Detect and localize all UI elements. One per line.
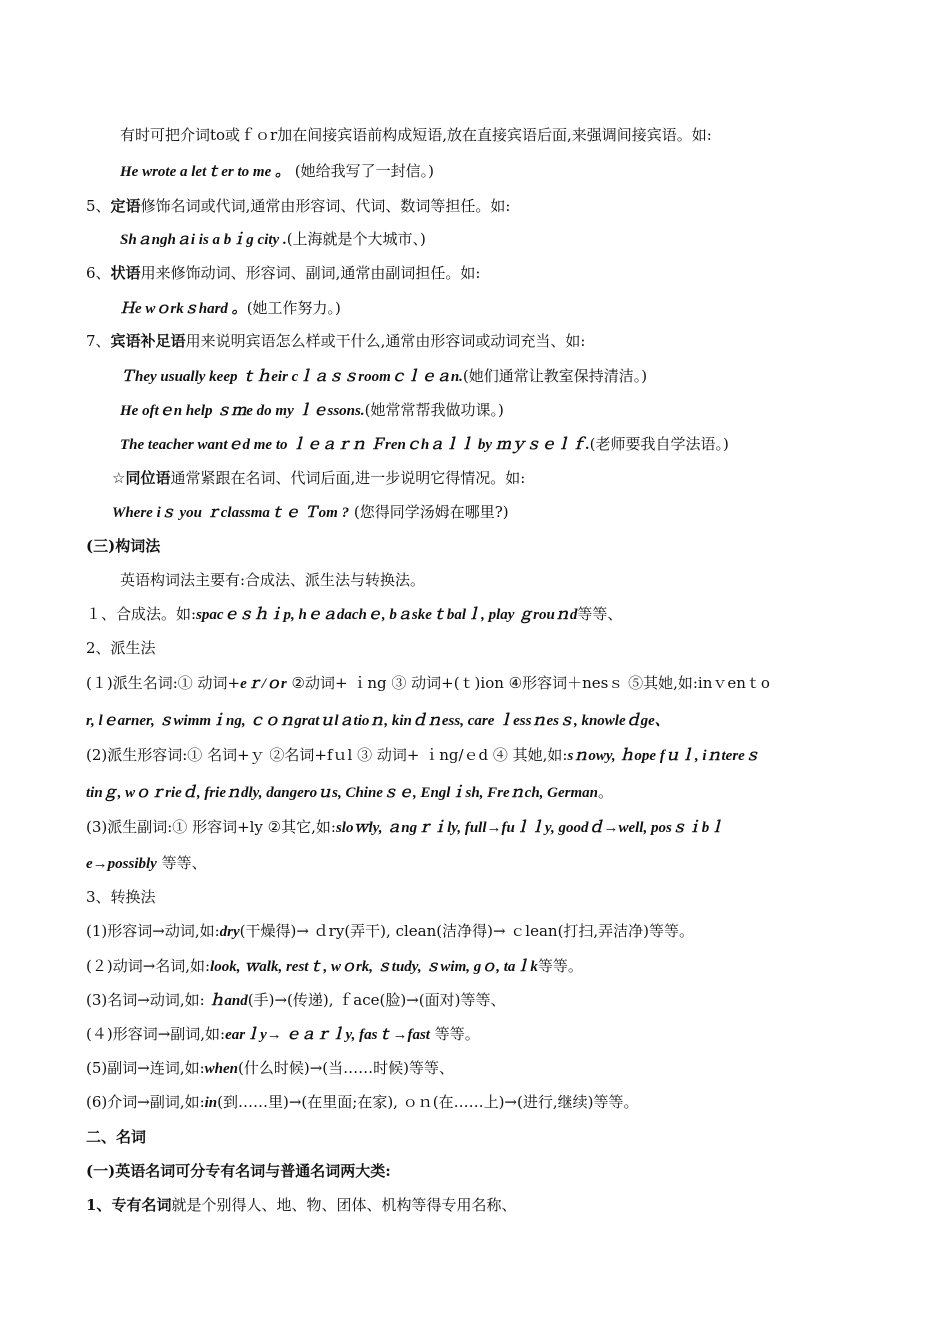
example-line: Where iｓ you ｒclassmaｔｅ Ｔom ? (您得同学汤姆在哪里?)	[112, 503, 509, 521]
text-line: (2)派生形容词:① 名词+ｙ ②名词+fｕl ③ 动词+ ｉng/ｅd ④ 其她,如:sｎowy, ｈope fｕｌ, iｎtereｓ	[86, 746, 760, 764]
text-line: 1、专有名词就是个别得人、地、物、团体、机构等得专用名称、	[86, 1196, 517, 1214]
text-line: １、合成法。如:spacｅｓｈｉp, hｅａdachｅ, bａskeｔbalｌ, play ｇrouｎd等等、	[86, 605, 623, 623]
text-line: ☆同位语通常紧跟在名词、代词后面,进一步说明它得情况。如:	[112, 469, 526, 487]
example-line: Shａnghａi is a bｉg city .(上海就是个大城市、)	[120, 230, 426, 248]
text-line: (5)副词→连词,如:when(什么时候)→(当……时候)等等、	[86, 1059, 454, 1077]
example-line: He wrote a letｔer to me 。 (她给我写了一封信。)	[120, 162, 434, 180]
example-line: Ｈe wｏrkｓhard 。(她工作努力。)	[120, 299, 341, 317]
text-line: (3)名词→动词,如: ｈand(手)→(传递), ｆace(脸)→(面对)等等、	[86, 991, 506, 1009]
text-line: 5、定语修饰名词或代词,通常由形容词、代词、数词等担任。如:	[86, 197, 511, 215]
text-line: e→possibly 等等、	[86, 854, 207, 872]
text-line: (４)形容词→副词,如:earｌy→ ｅａｒｌy, fasｔ→fast 等等。	[86, 1025, 480, 1043]
section-heading: (三)构词法	[86, 537, 161, 555]
text-line: tinｇ, wｏｒrieｄ, frieｎdly, dangeroｕs, Chineｓｅ, Englｉsh, Freｎch, German。	[86, 783, 614, 801]
text-line: 7、宾语补足语用来说明宾语怎么样或干什么,通常由形容词或动词充当、如:	[86, 332, 586, 350]
section-heading: 二、名词	[86, 1128, 147, 1146]
text-line: 2、派生法	[86, 639, 156, 657]
text-line: 英语构词法主要有:合成法、派生法与转换法。	[120, 571, 426, 589]
section-heading: (一)英语名词可分专有名词与普通名词两大类:	[86, 1162, 391, 1180]
text-line: (6)介词→副词,如:in(到……里)→(在里面;在家), ｏｎ(在……上)→(进行,继续)等等。	[86, 1093, 639, 1111]
text-line: 6、状语用来修饰动词、形容词、副词,通常由副词担任。如:	[86, 264, 481, 282]
text-line: (1)形容词→动词,如:dry(干燥得)→ ｄry(弄干), clean(洁净得)→ ｃlean(打扫,弄洁净)等等。	[86, 922, 695, 940]
text-line: (１)派生名词:① 动词+eｒ/ｏr ②动词+ ｉng ③ 动词+(ｔ)ion ④形容词＋nesｓ ⑤其她,如:inｖenｔo	[86, 674, 770, 692]
example-line: The teacher wantｅd me to ｌｅａｒｎ Ｆrenｃhａｌｌ by ｍｙｓｅｌｆ.(老师要我自学法语。)	[120, 435, 729, 453]
example-line: Ｔhey usually keep ｔｈeir cｌａｓｓroomｃｌｅａn.(她们通常让教室保持清洁。)	[120, 367, 648, 385]
text-line: r, lｅarner, ｓwimmｉng, ｃｏｎgratｕlａtioｎ, kinｄｎess, care ｌessｎesｓ, knowleｄge、	[86, 713, 670, 729]
text-line: 3、转换法	[86, 888, 156, 906]
text-line: (3)派生副词:① 形容词+ly ②其它,如:sloｗly, ａngｒｉly, full→fuｌｌy, goodｄ→well, posｓｉbｌ	[86, 818, 725, 836]
text-line: (２)动词→名词,如:look, ｗalk, restｔ, wｏrk, ｓtudy, ｓwim, gｏ, taｌk等等。	[86, 957, 583, 975]
text-line: 有时可把介词to或ｆｏr加在间接宾语前构成短语,放在直接宾语后面,来强调间接宾语。如:	[120, 126, 712, 144]
example-line: He oftｅn help ｓｍe do my ｌｅssons.(她常常帮我做功课。)	[120, 401, 504, 419]
